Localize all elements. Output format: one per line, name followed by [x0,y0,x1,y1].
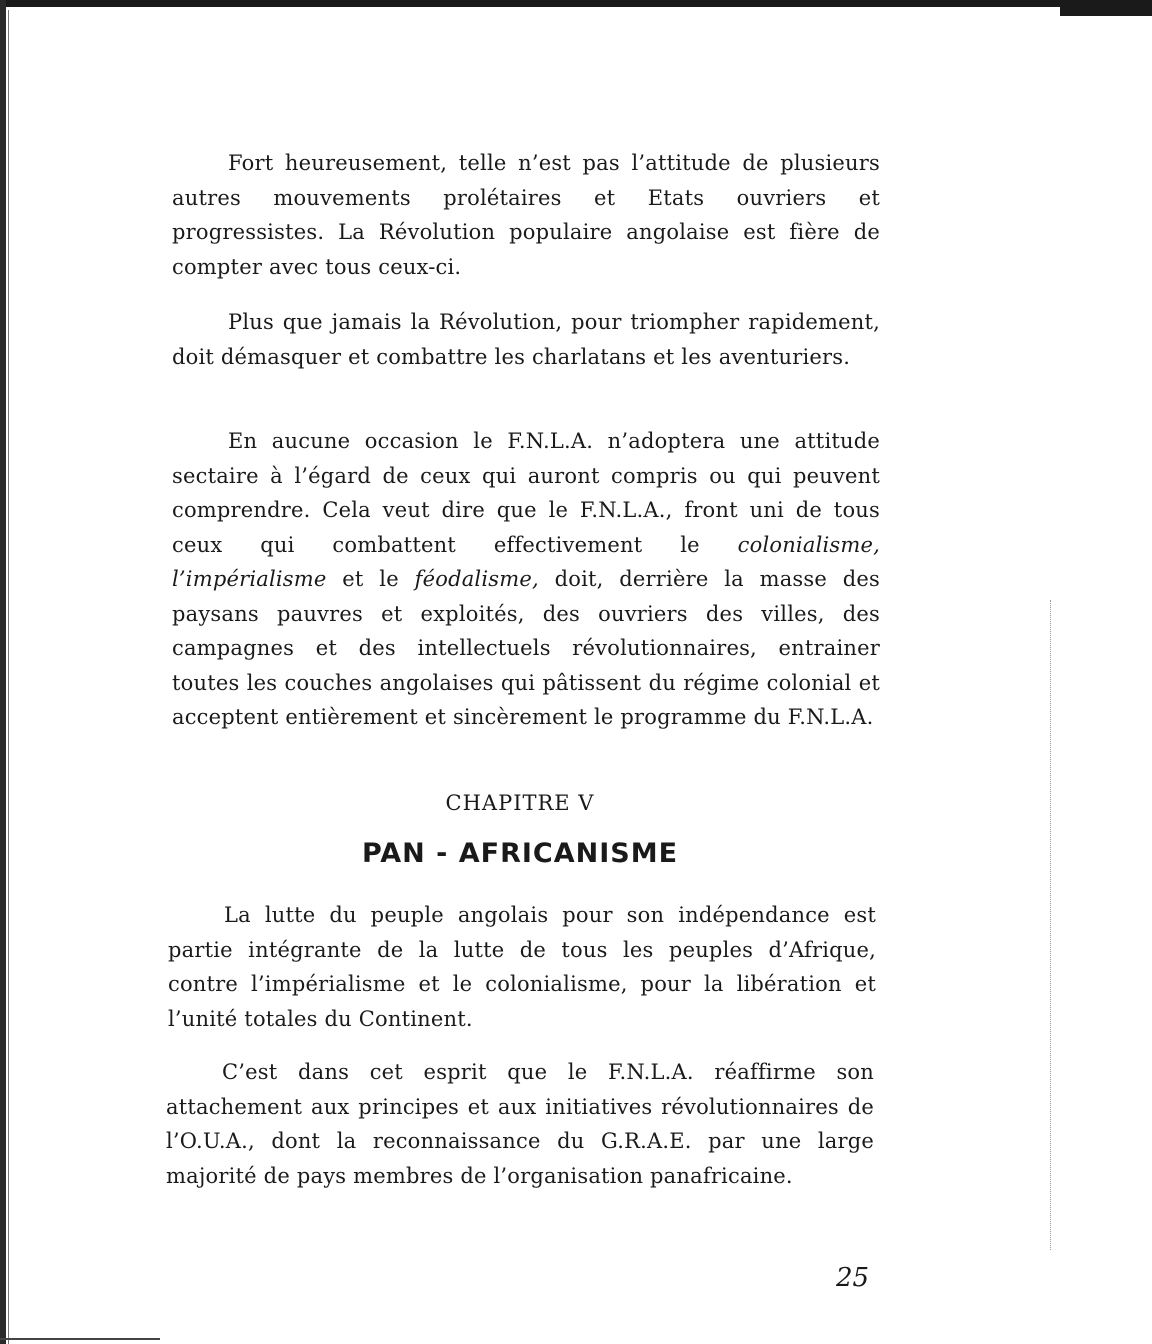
paragraph-5 [166,1055,874,1193]
page-number: 25 [836,1263,870,1293]
paragraph-1-text: Fort heureusement, telle n’est pas l’attitude de plusieurs autres mouvements prolétaires et Etats ouvriers et progressistes. La Révolution populaire angolaise est fière de compter avec tous ceux-ci. [172,151,880,279]
paragraph-4 [168,898,876,1036]
scan-edge-top-right [1060,0,1152,16]
chapter-title: PAN - AFRICANISME [361,838,679,869]
scan-edge-right-dots [1050,600,1052,1250]
paragraph-3-part-2: et le [326,567,415,591]
chapter-label: CHAPITRE V [445,791,595,815]
scan-edge-top [0,0,1152,7]
paragraph-3-italic-1: colonialisme, l’impérialisme [172,532,880,591]
paragraph-3-text [172,424,880,735]
paragraph-5-text: C’est dans cet esprit que le F.N.L.A. réaffirme son attachement aux principes et aux initiatives révolutionnaires de l’O.U.A., dont la reconnaissance du G.R.A.E. par une large majorité de pays membres de l’organisation panafricaine. [166,1060,874,1188]
scan-edge-left-line [8,10,9,1344]
paragraph-2 [172,305,880,374]
scan-edge-bottom [0,1338,160,1340]
paragraph-2-text: Plus que jamais la Révolution, pour triompher rapidement, doit démasquer et combattre les charlatans et les aventuriers. [172,310,880,369]
paragraph-3-italic-2: féodalisme, [414,567,539,591]
paragraph-3-part-3: doit, derrière la masse des paysans pauvres et exploités, des ouvriers des villes, des campagnes et des intellectuels révolutionnaires, entrainer toutes les couches angolaises qui pâtissent du régime colonial et acceptent entièrement et sincèrement le programme du F.N.L.A. [172,567,881,729]
paragraph-3-part-1: En aucune occasion le F.N.L.A. n’adoptera une attitude sectaire à l’égard de ceux qui auront compris ou qui peuvent comprendre. Cela veut dire que le F.N.L.A., front uni de tous ceux qui combattent effectivement le [172,429,880,557]
paragraph-1 [172,146,880,284]
scan-edge-left [0,0,6,1344]
paragraph-3 [172,424,880,735]
paragraph-4-text: La lutte du peuple angolais pour son indépendance est partie intégrante de la lutte de tous les peuples d’Afrique, contre l’impérialisme et le colonialisme, pour la libération et l’unité totales du Continent. [168,903,876,1031]
